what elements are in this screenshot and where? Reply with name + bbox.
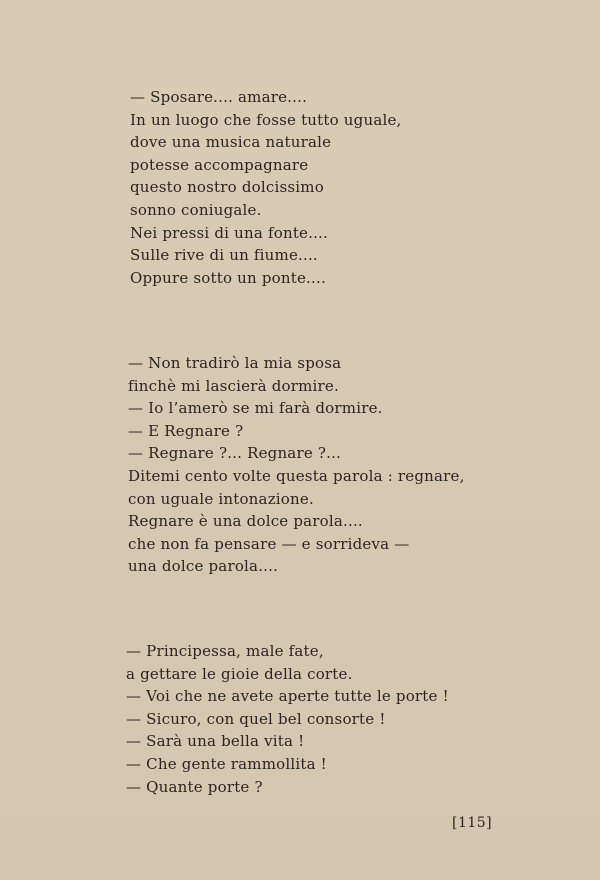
verse-line: potesse accompagnare: [130, 155, 309, 174]
verse-line: — Quante porte ?: [126, 777, 263, 796]
verse-line: che non fa pensare — e sorrideva —: [128, 534, 410, 553]
verse-line: dove una musica naturale: [130, 133, 332, 152]
verse-line: una dolce parola....: [128, 557, 279, 576]
verse-line: In un luogo che fosse tutto uguale,: [130, 110, 402, 129]
stanza-2: [128, 352, 465, 578]
verse-line: — Sicuro, con quel bel consorte !: [126, 709, 386, 728]
verse-line: Ditemi cento volte questa parola : regnare,: [128, 466, 465, 485]
verse-line: — Sarà una bella vita !: [126, 732, 305, 751]
verse-line: finchè mi lascierà dormire.: [128, 376, 339, 395]
stanza-3: [126, 640, 449, 798]
verse-line: — E Regnare ?: [128, 421, 244, 440]
stanza-1: [130, 86, 402, 289]
verse-line: a gettare le gioie della corte.: [126, 664, 353, 683]
verse-line: questo nostro dolcissimo: [130, 178, 324, 197]
verse-line: — Voi che ne avete aperte tutte le porte !: [126, 687, 449, 706]
verse-line: sonno coniugale.: [130, 200, 262, 219]
verse-line: — Principessa, male fate,: [126, 642, 324, 660]
verse-line: — Regnare ?... Regnare ?...: [128, 444, 342, 463]
verse-line: Oppure sotto un ponte....: [130, 268, 326, 287]
verse-line: — Io l’amerò se mi farà dormire.: [128, 399, 383, 418]
verse-line: Sulle rive di un fiume....: [130, 246, 318, 265]
verse-line: — Che gente rammollita !: [126, 754, 327, 773]
page-number: [115]: [452, 815, 493, 831]
verse-line: — Non tradirò la mia sposa: [128, 354, 342, 372]
verse-line: — Sposare.... amare....: [130, 88, 308, 106]
verse-line: con uguale intonazione.: [128, 489, 314, 508]
verse-line: Regnare è una dolce parola....: [128, 512, 363, 531]
verse-line: Nei pressi di una fonte....: [130, 223, 328, 242]
